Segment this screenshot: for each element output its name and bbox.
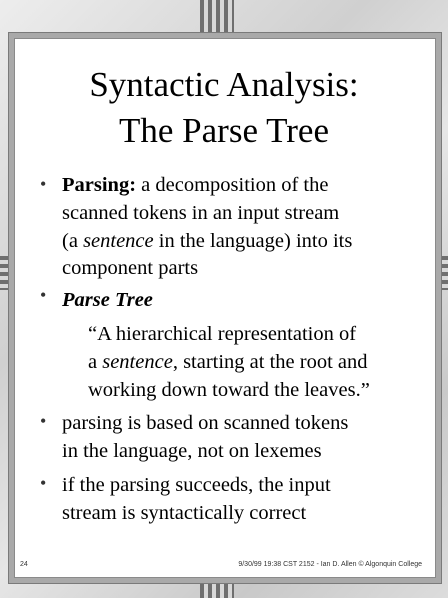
definition-line-2: a sentence, starting at the root and [88, 350, 368, 373]
parse-tree-label: Parse Tree [62, 289, 153, 311]
bullet-dot-3: • [40, 411, 47, 431]
bullet-parsing-line-2: scanned tokens in an input stream [62, 201, 340, 224]
parse-tree-definition [88, 321, 418, 404]
title-line-1: Syntactic Analysis: [89, 65, 359, 104]
bullet-dot-2: • [40, 285, 47, 305]
bullet-parsing-line-3: (a sentence in the language) into its [62, 229, 353, 252]
title-line-2: The Parse Tree [119, 111, 329, 150]
bullet-3-line-1: parsing is based on scanned tokens [62, 412, 349, 434]
bullet-parsing-succeeds [62, 472, 422, 528]
bullet-parsing [62, 172, 422, 283]
bullet-dot-4: • [40, 473, 47, 493]
bullet-parsing-line-1: Parsing: a decomposition of the [62, 174, 329, 196]
bullet-parsing-based [62, 410, 422, 466]
definition-line-1: “A hierarchical representation of [88, 323, 357, 345]
footer-credit: 9/30/99 19:38 CST 2152 - Ian D. Allen © Algonquin College [238, 561, 422, 568]
bullet-3-line-2: in the language, not on lexemes [62, 439, 322, 462]
bullet-dot-1: • [40, 174, 47, 194]
bullet-4-line-1: if the parsing succeeds, the input [62, 474, 331, 496]
bullet-parse-tree [62, 287, 422, 315]
bullet-4-line-2: stream is syntactically correct [62, 501, 307, 524]
page-number: 24 [20, 561, 28, 568]
definition-line-3: working down toward the leaves.” [88, 378, 370, 401]
parsing-label: Parsing: [62, 174, 137, 196]
bullet-parsing-line-4: component parts [62, 257, 199, 280]
slide-title [0, 62, 448, 154]
